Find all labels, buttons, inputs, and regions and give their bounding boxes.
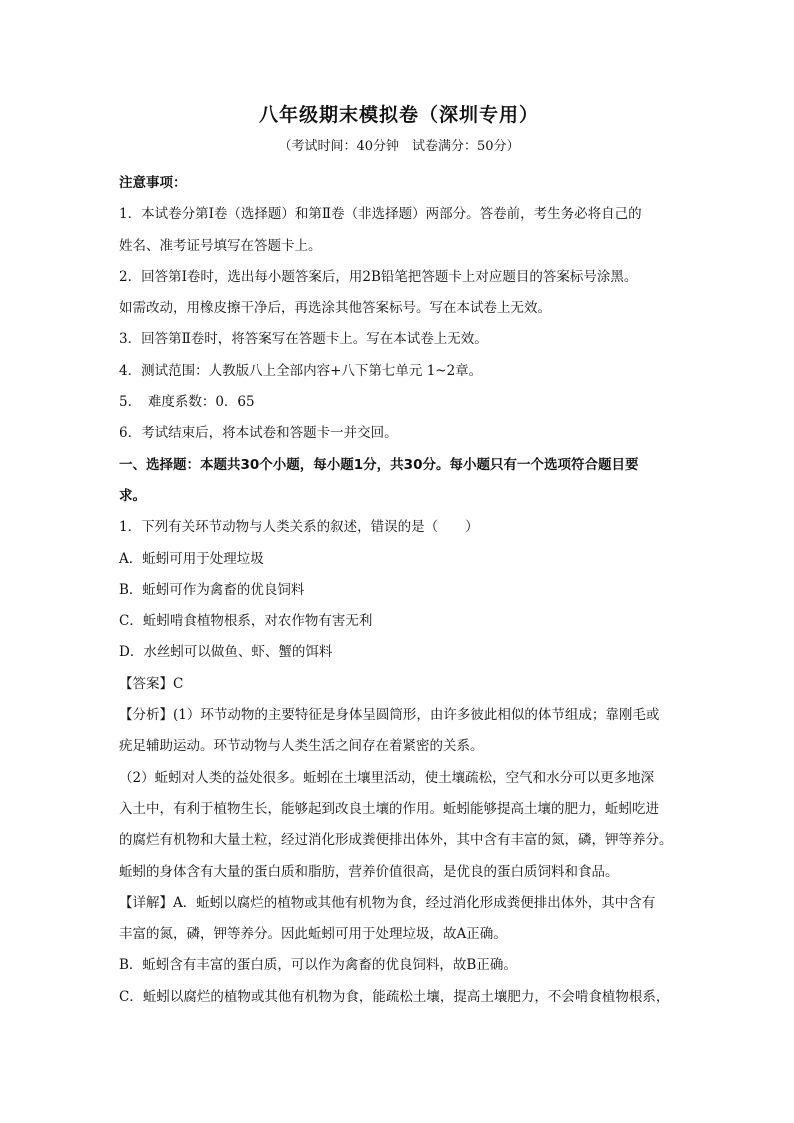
- analysis-line: 疣足辅助运动。环节动物与人类生活之间存在着紧密的关系。: [119, 738, 484, 755]
- notice-heading: 注意事项：: [119, 175, 187, 191]
- detail-line: 【详解】A．蚯蚓以腐烂的植物或其他有机物为食，经过消化形成粪便排出体外，其中含有: [119, 894, 656, 911]
- analysis-line: 蚯蚓的身体含有大量的蛋白质和脂肪，营养价值很高，是优良的蛋白质饲料和食品。: [119, 863, 619, 880]
- analysis-line: （2）蚯蚓对人类的益处很多。蚯蚓在土壤里活动，使土壤疏松，空气和水分可以更多地深: [119, 769, 655, 786]
- page-title: 八年级期末模拟卷（深圳专用）: [258, 104, 539, 126]
- notice-line: 3．回答第Ⅱ卷时，将答案写在答题卡上。写在本试卷上无效。: [119, 331, 488, 348]
- section-heading: 求。: [119, 487, 146, 504]
- option-a: A．蚯蚓可用于处理垃圾: [119, 550, 264, 567]
- detail-line: 丰富的氮，磷，钾等养分。因此蚯蚓可用于处理垃圾，故A正确。: [119, 926, 507, 943]
- answer-line: 【答案】C: [119, 675, 184, 692]
- analysis-line: 【分析】(1）环节动物的主要特征是身体呈圆筒形，由许多彼此相似的体节组成；靠刚毛或: [119, 707, 660, 724]
- notice-line: 姓名、准考证号填写在答题卡上。: [119, 237, 322, 254]
- exam-info: （考试时间：40分钟 试卷满分：50分）: [278, 139, 520, 154]
- analysis-line: 的腐烂有机物和大量土粒，经过消化形成粪便排出体外，其中含有丰富的氮，磷，钾等养分。: [119, 832, 673, 849]
- notice-line: 1．本试卷分第Ⅰ卷（选择题）和第Ⅱ卷（非选择题）两部分。答卷前，考生务必将自己的: [119, 206, 642, 223]
- notice-line: 如需改动，用橡皮擦干净后，再选涂其他答案标号。写在本试卷上无效。: [119, 300, 551, 317]
- notice-line: 4．测试范围：人教版八上全部内容+八下第七单元 1~2章。: [119, 362, 483, 379]
- detail-line: B．蚯蚓含有丰富的蛋白质，可以作为禽畜的优良饲料，故B正确。: [119, 957, 517, 974]
- option-d: D．水丝蚓可以做鱼、虾、蟹的饵料: [119, 644, 333, 661]
- notice-line: 6．考试结束后，将本试卷和答题卡一并交回。: [119, 425, 398, 442]
- notice-line: 2．回答第Ⅰ卷时，选出每小题答案后，用2B铅笔把答题卡上对应题目的答案标号涂黑。: [119, 268, 638, 285]
- option-c: C．蚯蚓啃食植物根系，对农作物有害无利: [119, 613, 373, 630]
- notice-line: 5． 难度系数：0．65: [119, 394, 255, 411]
- section-heading: 一、选择题：本题共30个小题，每小题1分，共30分。每小题只有一个选项符合题目要: [119, 456, 639, 473]
- question-stem: 1．下列有关环节动物与人类关系的叙述，错误的是（ ）: [119, 519, 479, 536]
- detail-line: C．蚯蚓以腐烂的植物或其他有机物为食，能疏松土壤，提高土壤肥力，不会啃食植物根系，: [119, 988, 670, 1005]
- analysis-line: 入土中，有利于植物生长，能够起到改良土壤的作用。蚯蚓能够提高土壤的肥力，蚯蚓吃进: [119, 800, 659, 817]
- option-b: B．蚯蚓可作为禽畜的优良饲料: [119, 581, 305, 598]
- exam-page: [119, 102, 679, 1013]
